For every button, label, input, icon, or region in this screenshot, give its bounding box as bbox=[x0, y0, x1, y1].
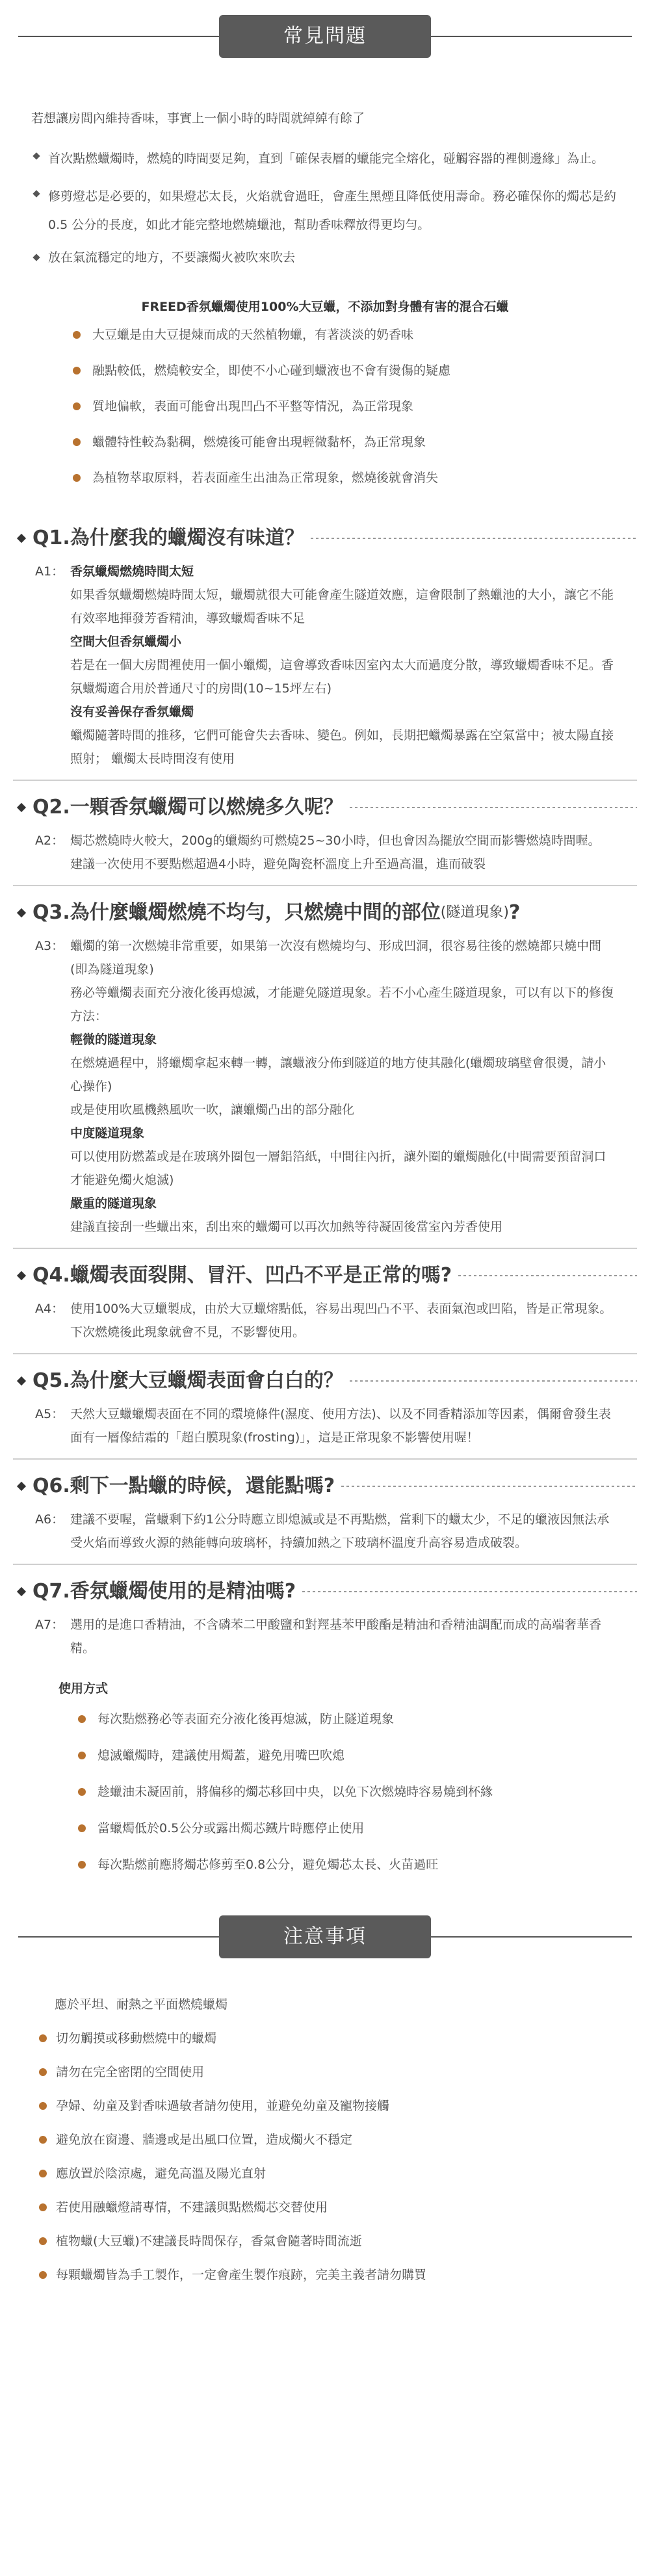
list-item bbox=[78, 1855, 650, 1891]
question-title: Q6.剩下一點蠟的時候，還能點嗎? bbox=[32, 1475, 335, 1497]
list-item bbox=[39, 2055, 650, 2089]
faq-q7 bbox=[13, 1575, 637, 1660]
section-divider bbox=[13, 1248, 637, 1249]
question-heading bbox=[13, 791, 637, 824]
answer-text: 使用100%大豆蠟製成，由於大豆蠟熔點低，容易出現凹凸不平、表面氣泡或凹陷，皆是正常現象。下次燃燒後此現象就會不見，不影響使用。 bbox=[70, 1302, 612, 1339]
dot-bullet-icon bbox=[39, 2136, 47, 2144]
answer-subhead: 嚴重的隧道現象 bbox=[70, 1196, 157, 1211]
answer-text: 選用的是進口香精油，不含磷苯二甲酸鹽和對羥基苯甲酸酯是精油和香精油調配而成的高端奢華香精。 bbox=[70, 1618, 602, 1655]
answer-body bbox=[70, 829, 615, 876]
faq-q6 bbox=[13, 1470, 637, 1565]
answer-subhead: 空間大但香氛蠟燭小 bbox=[70, 635, 182, 649]
dot-bullet-icon bbox=[39, 2034, 47, 2042]
answer-body bbox=[70, 1297, 615, 1344]
list-item-text: 趁蠟油未凝固前，將偏移的燭芯移回中央，以免下次燃燒時容易燒到杯緣 bbox=[98, 1785, 493, 1799]
faq-q3 bbox=[13, 897, 637, 1249]
answer-tag: A7： bbox=[35, 1618, 64, 1632]
answer-text: 若是在一個大房間裡使用一個小蠟燭，這會導致香味因室內太大而過度分散，導致蠟燭香味不足。香氛蠟燭適合用於普通尺寸的房間(10~15坪左右) bbox=[70, 658, 614, 696]
answer bbox=[13, 1402, 637, 1449]
answer-subhead: 香氛蠟燭燃燒時間太短 bbox=[70, 564, 194, 579]
dot-bullet-icon bbox=[39, 2271, 47, 2279]
answer-text: 建議不要喔，當蠟剩下約1公分時應立即熄滅或是不再點燃，當剩下的蠟太少，不足的蠟液因無法承受火焰而導致火源的熱能轉向玻璃杯，持續加熱之下玻璃杯溫度升高容易造成破裂。 bbox=[70, 1512, 610, 1550]
notes-list bbox=[39, 2021, 650, 2292]
usage-title: 使用方式 bbox=[58, 1681, 109, 1696]
list-item bbox=[78, 1819, 650, 1855]
answer-text: 蠟燭的第一次燃燒非常重要，如果第一次沒有燃燒均勻、形成凹洞，很容易往後的燃燒都只燒中間(即為隧道現象) bbox=[70, 939, 602, 977]
intro-tip-text: 放在氣流穩定的地方，不要讓燭火被吹來吹去 bbox=[48, 250, 296, 265]
answer-body bbox=[70, 560, 615, 770]
section-divider bbox=[13, 780, 637, 781]
answer-tag: A5： bbox=[35, 1407, 64, 1421]
diamond-icon bbox=[17, 908, 26, 917]
list-item-text: 熄滅蠟燭時，建議使用燭蓋，避免用嘴巴吹熄 bbox=[98, 1748, 345, 1763]
answer-body bbox=[70, 1508, 615, 1555]
list-item-text: 孕婦、幼童及對香味過敏者請勿使用，並避免幼童及寵物接觸 bbox=[56, 2099, 390, 2113]
faq-banner-title: 常見問題 bbox=[219, 15, 431, 58]
intro-tip-text: 修剪燈芯是必要的，如果燈芯太長，火焰就會過旺，會產生黑煙且降低使用壽命。務必確保你的燭芯是約 0.5 公分的長度，如此才能完整地燃燒蠟池，幫助香味釋放得更均勻。 bbox=[48, 189, 617, 232]
list-item-text: 應放置於陰涼處，避免高溫及陽光直射 bbox=[56, 2166, 266, 2181]
answer-subhead: 中度隧道現象 bbox=[70, 1126, 145, 1140]
dot-bullet-icon bbox=[73, 474, 81, 482]
list-item bbox=[78, 1709, 650, 1746]
answer-subhead: 輕微的隧道現象 bbox=[70, 1032, 157, 1047]
intro-tip bbox=[31, 144, 619, 173]
diamond-icon bbox=[17, 1271, 26, 1280]
question-heading bbox=[13, 1365, 637, 1397]
dot-bullet-icon bbox=[78, 1861, 86, 1869]
question-heading bbox=[13, 522, 637, 555]
dotted-rule bbox=[458, 1275, 637, 1276]
question-title: Q4.蠟燭表面裂開、冒汗、凹凸不平是正常的嗎? bbox=[32, 1264, 452, 1287]
dot-bullet-icon bbox=[73, 402, 81, 410]
list-item-text: 若使用融蠟燈請專情，不建議與點燃燭芯交替使用 bbox=[56, 2200, 328, 2215]
notes-first: 應於平坦、耐熱之平面燃燒蠟燭 bbox=[55, 1997, 228, 2012]
list-item-text: 切勿觸摸或移動燃燒中的蠟燭 bbox=[56, 2031, 217, 2045]
section-divider bbox=[13, 885, 637, 886]
answer bbox=[13, 1508, 637, 1555]
diamond-icon bbox=[17, 534, 26, 543]
section-divider bbox=[13, 1458, 637, 1460]
dot-bullet-icon bbox=[78, 1715, 86, 1723]
list-item bbox=[78, 1746, 650, 1782]
dot-bullet-icon bbox=[73, 438, 81, 446]
answer-text: 燭芯燃燒時火較大，200g的蠟燭約可燃燒25~30小時，但也會因為擺放空間而影響燃燒時間喔。 bbox=[70, 834, 601, 848]
dot-bullet-icon bbox=[73, 331, 81, 339]
dotted-rule bbox=[341, 1486, 637, 1487]
section-divider bbox=[13, 1564, 637, 1565]
list-item bbox=[73, 325, 650, 361]
dot-bullet-icon bbox=[39, 2068, 47, 2076]
answer bbox=[13, 829, 637, 876]
freed-list bbox=[0, 325, 650, 504]
list-item-text: 植物蠟(大豆蠟)不建議長時間保存，香氣會隨著時間流逝 bbox=[56, 2234, 362, 2248]
question-heading bbox=[13, 1470, 637, 1503]
list-item bbox=[39, 2224, 650, 2258]
notes-banner bbox=[0, 1910, 650, 1964]
question-title: Q2.一顆香氛蠟燭可以燃燒多久呢？ bbox=[32, 796, 343, 819]
dot-bullet-icon bbox=[78, 1824, 86, 1832]
answer-text: 可以使用防燃蓋或是在玻璃外圈包一層鋁箔紙，中間往內折，讓外圈的蠟燭融化(中間需要預留洞口才能避免燭火熄滅) bbox=[70, 1150, 606, 1187]
faq-q1 bbox=[13, 522, 637, 781]
intro-section bbox=[0, 107, 650, 269]
dot-bullet-icon bbox=[39, 2102, 47, 2110]
answer-body bbox=[70, 1402, 615, 1449]
list-item bbox=[39, 2089, 650, 2123]
list-item-text: 每顆蠟燭皆為手工製作，一定會產生製作痕跡，完美主義者請勿購買 bbox=[56, 2268, 427, 2282]
answer-text: 建議一次使用不要點燃超過4小時，避免陶瓷杯溫度上升至過高溫，進而破裂 bbox=[70, 857, 486, 871]
list-item-text: 每次點燃務必等表面充分液化後再熄滅，防止隧道現象 bbox=[98, 1712, 395, 1726]
list-item-text: 融點較低，燃燒較安全，即使不小心碰到蠟液也不會有燙傷的疑慮 bbox=[92, 363, 451, 378]
dot-bullet-icon bbox=[78, 1788, 86, 1796]
usage-list bbox=[0, 1709, 650, 1891]
answer-text: 如果香氛蠟燭燃燒時間太短，蠟燭就很大可能會產生隧道效應，這會限制了熱蠟池的大小，讓它不能有效率地揮發芳香精油，導致蠟燭香味不足 bbox=[70, 588, 614, 625]
answer bbox=[13, 934, 637, 1239]
diamond-icon bbox=[17, 1482, 26, 1491]
answer bbox=[13, 1613, 637, 1660]
answer-subhead: 沒有妥善保存香氛蠟燭 bbox=[70, 705, 194, 719]
answer-text: 或是使用吹風機熱風吹一吹，讓蠟燭凸出的部分融化 bbox=[70, 1103, 355, 1117]
question-title: Q5.為什麼大豆蠟燭表面會白白的？ bbox=[32, 1369, 343, 1392]
question-title: Q1.為什麼我的蠟燭沒有味道？ bbox=[32, 527, 304, 549]
list-item bbox=[73, 432, 650, 468]
list-item-text: 大豆蠟是由大豆提煉而成的天然植物蠟，有著淡淡的奶香味 bbox=[92, 328, 414, 342]
dot-bullet-icon bbox=[39, 2170, 47, 2177]
question-heading bbox=[13, 1259, 637, 1292]
diamond-bullet-icon bbox=[32, 190, 40, 197]
answer-body bbox=[70, 1613, 615, 1660]
dotted-rule bbox=[302, 1591, 637, 1592]
list-item-text: 蠟體特性較為黏稠，燃燒後可能會出現輕微黏杯，為正常現象 bbox=[92, 435, 426, 449]
answer-tag: A3： bbox=[35, 939, 64, 953]
list-item bbox=[73, 397, 650, 432]
answer bbox=[13, 1297, 637, 1344]
dotted-rule bbox=[311, 538, 637, 539]
list-item-text: 請勿在完全密閉的空間使用 bbox=[56, 2065, 205, 2079]
dot-bullet-icon bbox=[78, 1752, 86, 1759]
dot-bullet-icon bbox=[73, 367, 81, 375]
answer-text: 務必等蠟燭表面充分液化後再熄滅，才能避免隧道現象。若不小心產生隧道現象，可以有以下的修復方法： bbox=[70, 986, 614, 1023]
answer-text: 在燃燒過程中，將蠟燭拿起來轉一轉，讓蠟液分佈到隧道的地方使其融化(蠟燭玻璃壁會很燙，請小心操作) bbox=[70, 1056, 606, 1094]
faq-q5 bbox=[13, 1365, 637, 1460]
question-title: Q7.香氛蠟燭使用的是精油嗎? bbox=[32, 1580, 296, 1603]
answer-body bbox=[70, 934, 615, 1239]
dotted-rule bbox=[350, 807, 637, 808]
dot-bullet-icon bbox=[39, 2237, 47, 2245]
notes-banner-title: 注意事項 bbox=[219, 1915, 431, 1958]
dotted-rule bbox=[350, 1380, 637, 1382]
question-title-note: (隧道現象) bbox=[440, 904, 509, 921]
question-title: Q3.為什麼蠟燭燃燒不均勻，只燃燒中間的部位 bbox=[32, 901, 441, 924]
answer bbox=[13, 560, 637, 770]
list-item bbox=[39, 2021, 650, 2055]
notes-section bbox=[0, 1988, 650, 2292]
answer-tag: A1： bbox=[35, 564, 64, 579]
intro-tip-text: 首次點燃蠟燭時，燃燒的時間要足夠，直到「確保表層的蠟能完全熔化，碰觸容器的裡側邊緣」為止。 bbox=[48, 151, 604, 166]
list-item bbox=[39, 2190, 650, 2224]
answer-tag: A6： bbox=[35, 1512, 64, 1527]
list-item bbox=[39, 2258, 650, 2292]
list-item-text: 質地偏軟，表面可能會出現凹凸不平整等情況，為正常現象 bbox=[92, 399, 414, 414]
list-item bbox=[73, 468, 650, 504]
freed-title: FREED香氛蠟燭使用100%大豆蠟，不添加對身體有害的混合石蠟 bbox=[141, 300, 509, 314]
intro-tip bbox=[31, 182, 619, 239]
question-heading bbox=[13, 897, 637, 929]
list-item-text: 為植物萃取原料，若表面產生出油為正常現象，燃燒後就會消失 bbox=[92, 471, 439, 485]
faq-q4 bbox=[13, 1259, 637, 1354]
answer-text: 蠟燭隨著時間的推移，它們可能會失去香味、變色。例如，長期把蠟燭暴露在空氣當中；被太陽直接照射； 蠟燭太長時間沒有使用 bbox=[70, 728, 614, 766]
answer-text: 建議直接刮一些蠟出來，刮出來的蠟燭可以再次加熱等待凝固後當室內芳香使用 bbox=[70, 1220, 503, 1234]
faq-banner bbox=[0, 9, 650, 64]
question-heading bbox=[13, 1575, 637, 1608]
list-item-text: 當蠟燭低於0.5公分或露出燭芯鐵片時應停止使用 bbox=[98, 1821, 365, 1835]
list-item-text: 每次點燃前應將燭芯修剪至0.8公分，避免燭芯太長、火苗過旺 bbox=[98, 1858, 439, 1872]
answer-tag: A4： bbox=[35, 1302, 64, 1316]
list-item bbox=[39, 2157, 650, 2190]
question-title-end: ? bbox=[508, 901, 521, 924]
diamond-icon bbox=[17, 803, 26, 812]
intro-lead: 若想讓房間內維持香味，事實上一個小時的時間就綽綽有餘了 bbox=[31, 111, 365, 125]
intro-tip bbox=[31, 246, 619, 269]
list-item-text: 避免放在窗邊、牆邊或是出風口位置，造成燭火不穩定 bbox=[56, 2133, 353, 2147]
list-item bbox=[39, 2123, 650, 2157]
dot-bullet-icon bbox=[39, 2203, 47, 2211]
section-divider bbox=[13, 1353, 637, 1354]
list-item bbox=[78, 1782, 650, 1819]
faq-q2 bbox=[13, 791, 637, 886]
answer-text: 天然大豆蠟蠟燭表面在不同的環境條件(濕度、使用方法)、以及不同香精添加等因素，偶爾會發生表面有一層像結霜的「超白膜現象(frosting)」，這是正常現象不影響使用喔！ bbox=[70, 1407, 611, 1445]
diamond-bullet-icon bbox=[32, 152, 40, 159]
diamond-bullet-icon bbox=[32, 254, 40, 261]
list-item bbox=[73, 361, 650, 397]
diamond-icon bbox=[17, 1587, 26, 1596]
diamond-icon bbox=[17, 1376, 26, 1386]
answer-tag: A2： bbox=[35, 834, 64, 848]
